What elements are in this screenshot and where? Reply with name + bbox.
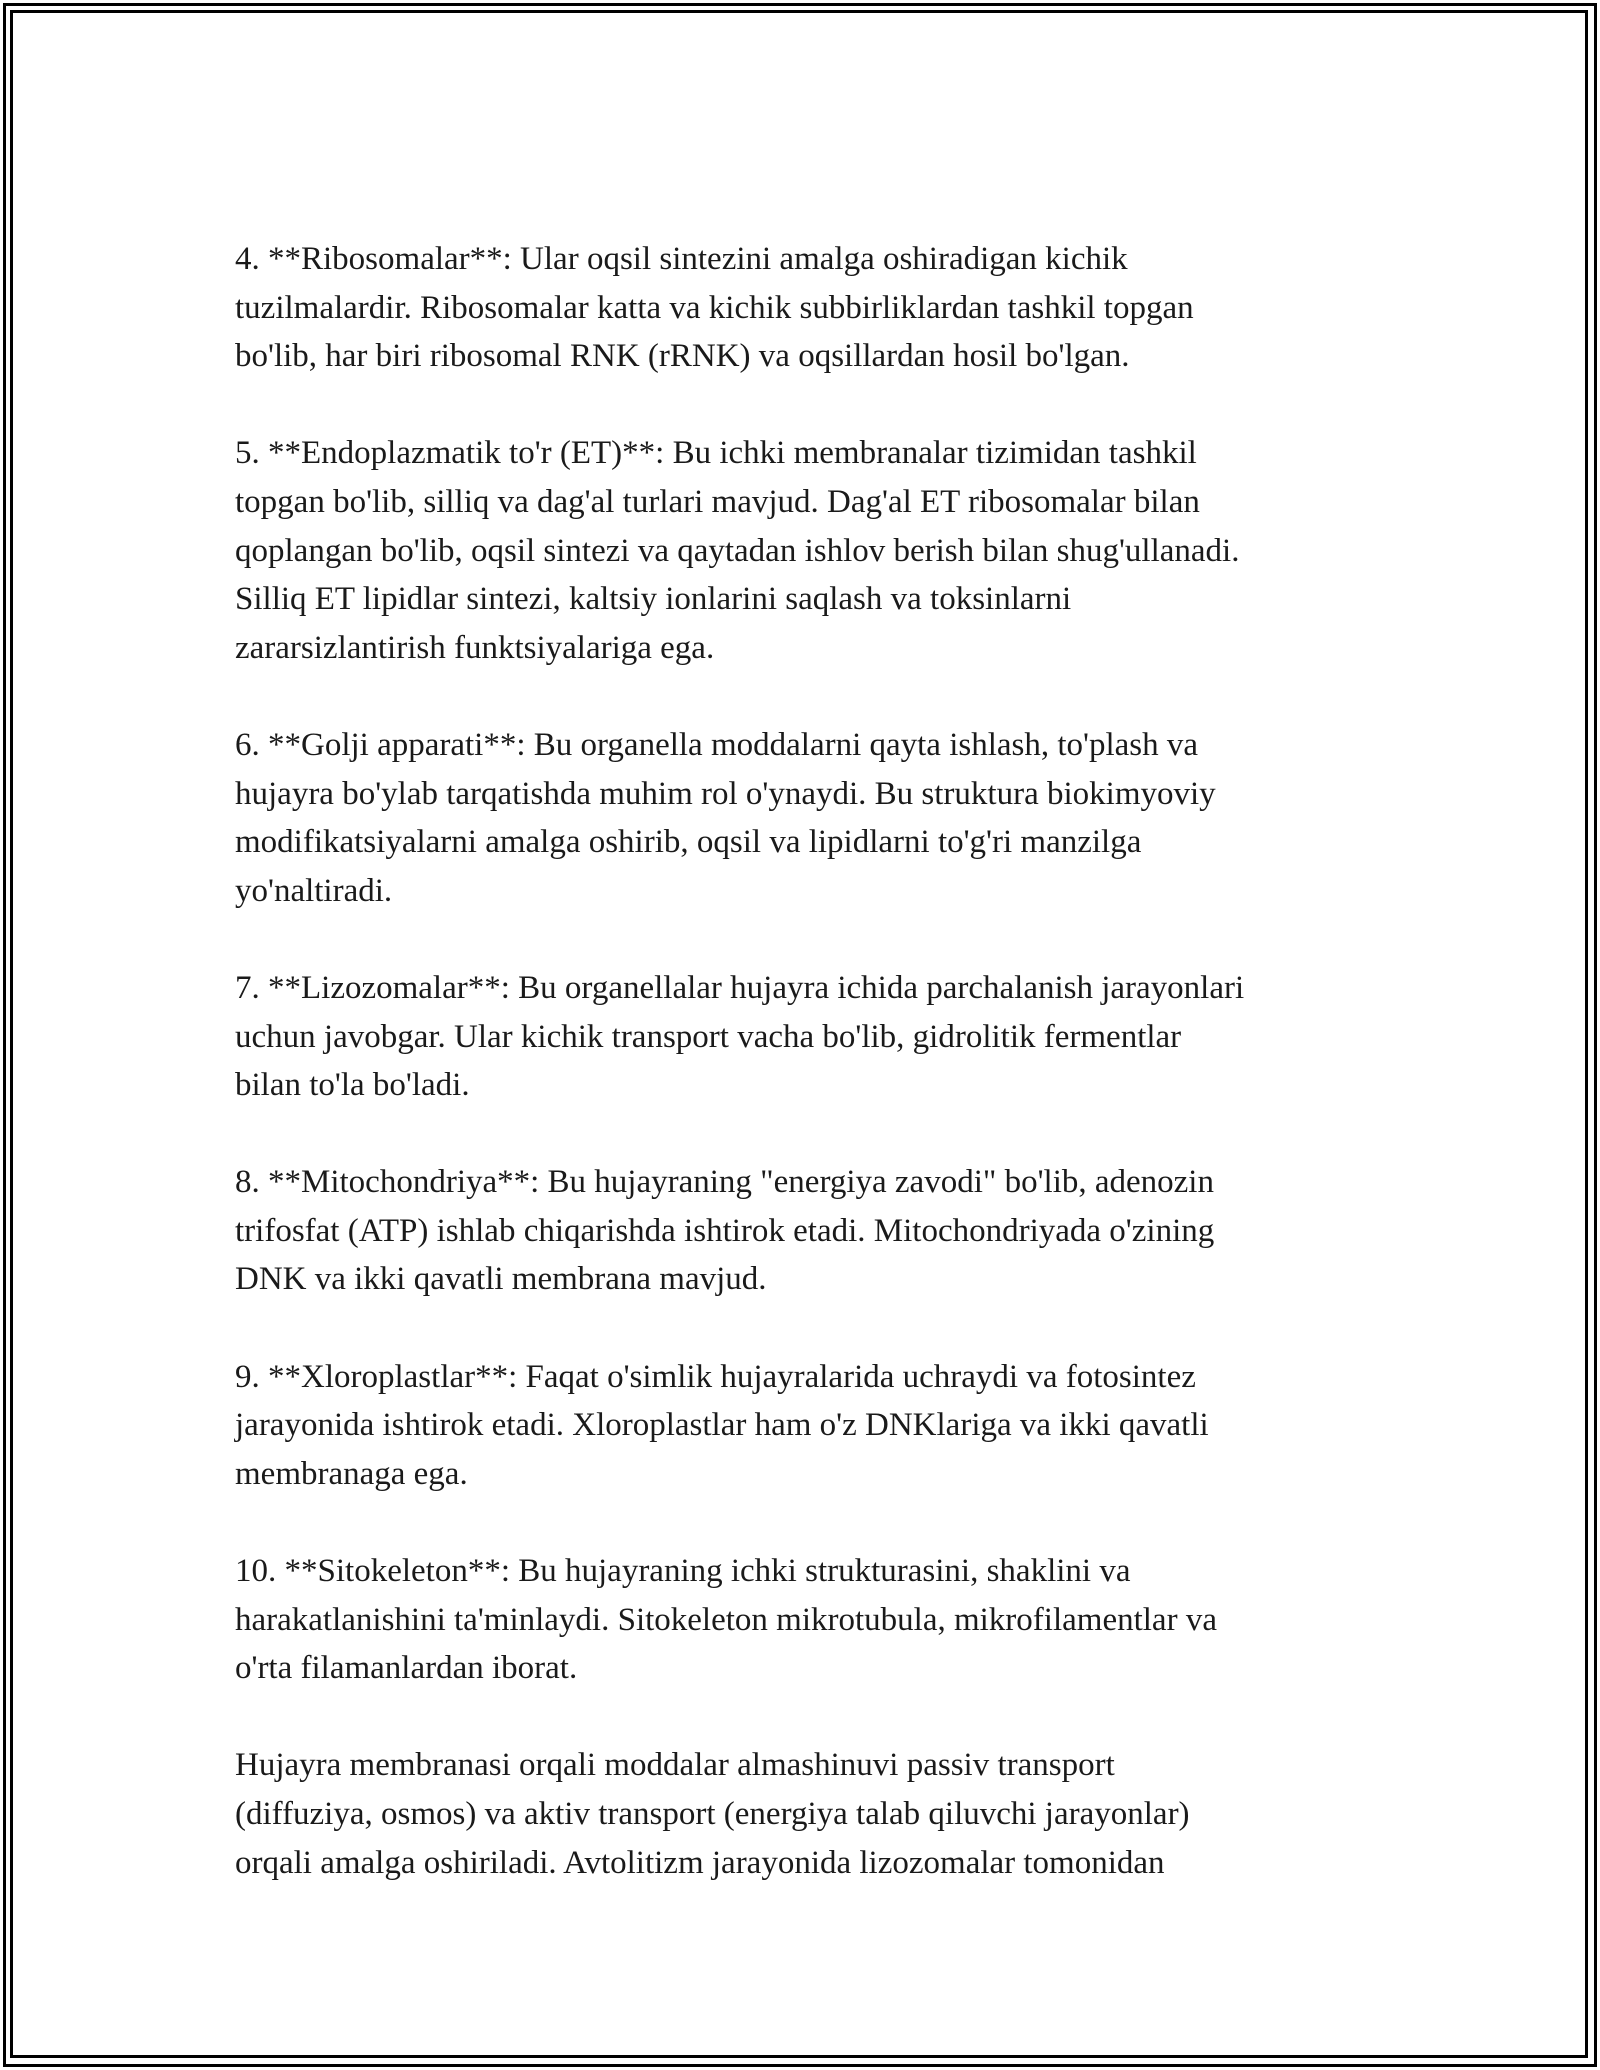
paragraph-membrana-transport — [235, 1741, 1375, 1887]
paragraph-endoplazmatik-tor — [235, 429, 1375, 672]
text-line: 8. **Mitochondriya**: Bu hujayraning "energiya zavodi" bo'lib, adenozin — [235, 1164, 1214, 1201]
paragraph-sitokeleton — [235, 1547, 1375, 1693]
text-line: 6. **Golji apparati**: Bu organella moddalarni qayta ishlash, to'plash va — [235, 726, 1199, 763]
text-line: jarayonida ishtirok etadi. Xloroplastlar ham o'z DNKlariga va ikki qavatli — [235, 1407, 1209, 1444]
text-line: 7. **Lizozomalar**: Bu organellalar hujayra ichida parchalanish jarayonlari — [235, 969, 1245, 1006]
text-line: modifikatsiyalarni amalga oshirib, oqsil va lipidlarni to'g'ri manzilga — [235, 824, 1142, 861]
document-body — [235, 235, 1375, 1936]
text-line: bilan to'la bo'ladi. — [235, 1067, 470, 1104]
text-line: orqali amalga oshiriladi. Avtolitizm jarayonida lizozomalar tomonidan — [235, 1844, 1165, 1881]
text-line: (diffuziya, osmos) va aktiv transport (energiya talab qiluvchi jarayonlar) — [235, 1796, 1190, 1832]
text-line: bo'lib, har biri ribosomal RNK (rRNK) va oqsillardan hosil bo'lgan. — [235, 338, 1130, 375]
text-line: yo'naltiradi. — [235, 872, 393, 909]
text-line: uchun javobgar. Ular kichik transport vacha bo'lib, gidrolitik fermentlar — [235, 1018, 1182, 1055]
text-line: Hujayra membranasi orqali moddalar almashinuvi passiv transport — [235, 1747, 1115, 1784]
paragraph-ribosomalar — [235, 235, 1375, 381]
text-line: tuzilmalardir. Ribosomalar katta va kichik subbirliklardan tashkil topgan — [235, 289, 1194, 326]
text-line: membranaga ega. — [235, 1455, 468, 1492]
text-line: DNK va ikki qavatli membrana mavjud. — [235, 1261, 767, 1298]
text-line: trifosfat (ATP) ishlab chiqarishda ishtirok etadi. Mitochondriyada o'zining — [235, 1212, 1215, 1249]
text-line: 5. **Endoplazmatik to'r (ET)**: Bu ichki membranalar tizimidan tashkil — [235, 435, 1197, 472]
text-line: qoplangan bo'lib, oqsil sintezi va qaytadan ishlov berish bilan shug'ullanadi. — [235, 532, 1240, 569]
text-line: o'rta filamanlardan iborat. — [235, 1650, 578, 1687]
text-line: topgan bo'lib, silliq va dag'al turlari mavjud. Dag'al ET ribosomalar bilan — [235, 483, 1200, 520]
text-line: hujayra bo'ylab tarqatishda muhim rol o'ynaydi. Bu struktura biokimyoviy — [235, 775, 1216, 812]
text-line: 9. **Xloroplastlar**: Faqat o'simlik hujayralarida uchraydi va fotosintez — [235, 1358, 1196, 1395]
paragraph-xloroplastlar — [235, 1353, 1375, 1499]
text-line: harakatlanishini ta'minlaydi. Sitokeleton mikrotubula, mikrofilamentlar va — [235, 1601, 1217, 1638]
text-line: 4. **Ribosomalar**: Ular oqsil sintezini amalga oshiradigan kichik — [235, 241, 1128, 277]
text-line: 10. **Sitokeleton**: Bu hujayraning ichki strukturasini, shaklini va — [235, 1553, 1131, 1590]
paragraph-mitochondriya — [235, 1158, 1375, 1304]
paragraph-golji-apparati — [235, 721, 1375, 915]
text-line: zararsizlantirish funktsiyalariga ega. — [235, 629, 715, 666]
paragraph-lizozomalar — [235, 964, 1375, 1110]
text-line: Silliq ET lipidlar sintezi, kaltsiy ionlarini saqlash va toksinlarni — [235, 581, 1072, 618]
